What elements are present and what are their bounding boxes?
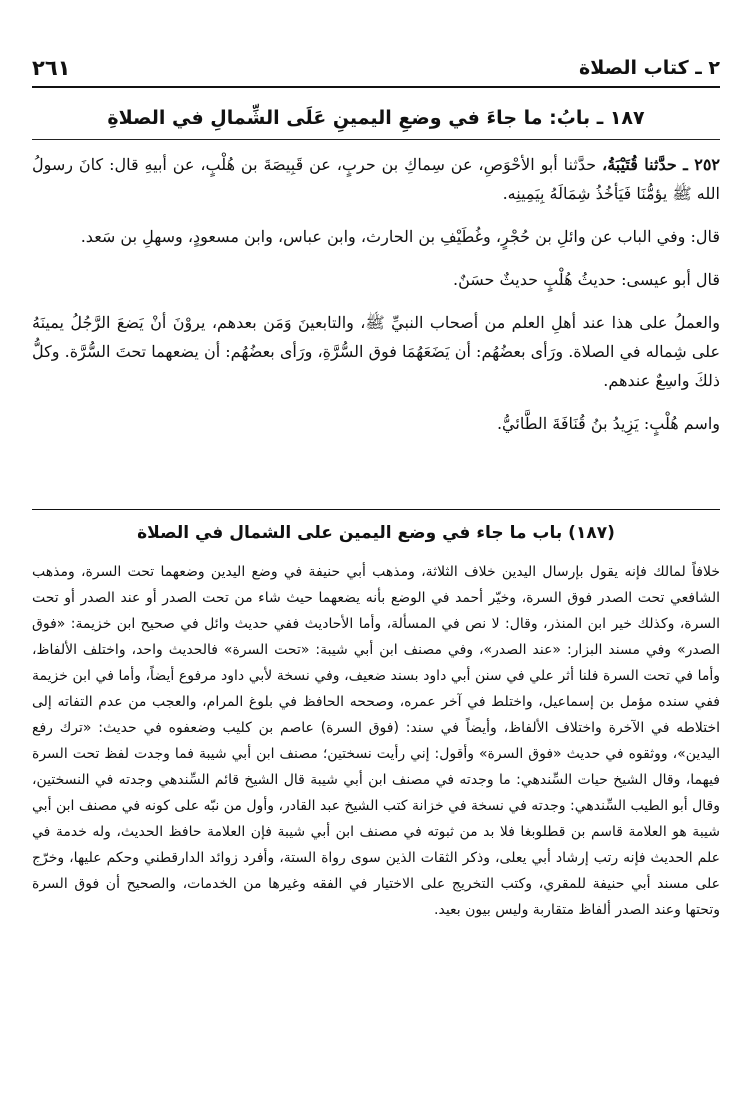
- page-number: ٢٦١: [32, 56, 71, 80]
- narrator-name-paragraph: واسم هُلْبٍ: يَزِيدُ بنُ قُنَافَةَ الطَّائيُّ.: [496, 414, 720, 433]
- grading-paragraph: قال أبو عيسى: حديثُ هُلْبٍ حديثٌ حسَنٌ.: [453, 270, 720, 289]
- practice-paragraph: والعملُ على هذا عند أهلِ العلم من أصحاب النبيِّ ﷺ، والتابعينَ وَمَن بعدهم، يروْنَ أنْ يَضعَ الرَّجُلُ يمينَهُ على شِماله في الصلاة. ورَأى بعضُهُم: أن يَضَعَهُمَا فوق السُّرَّةِ، ورَأى بعضُهُم: أن يضعهما تحتَ السُّرَّة. وكلُّ ذلكَ واسِعٌ عندهم.: [32, 313, 721, 390]
- commentary-heading: (١٨٧) باب ما جاء في وضع اليمين على الشمال في الصلاة: [137, 523, 615, 543]
- related-narrations-paragraph: قال: وفي الباب عن وائلِ بن حُجْرٍ، وغُطَيْفِ بن الحارث، وابن عباس، وابن مسعودٍ، وسهلِ بن سَعد.: [80, 227, 720, 246]
- hadith-section: [32, 150, 720, 438]
- hadith-text: حدَّثنا أبو الأحْوَصِ، عن سِماكِ بن حربٍ، عن قَبِيصَةَ بن هُلْبٍ، عن أبيهِ قال: كانَ رسولُ الله ﷺ يؤمُّنَا فَيَأخُذُ شِمَالَهُ بِيَمِينِه.: [32, 155, 720, 203]
- footnote-divider: [32, 509, 720, 510]
- hadith-paragraph: [32, 150, 720, 208]
- hadith-number: ٢٥٢ ـ حدَّثنا قُتَيْبَةُ،: [602, 155, 721, 174]
- chapter-heading: ١٨٧ ـ بابُ: ما جاءَ في وضعِ اليمينِ عَلَى الشِّمالِ في الصلاةِ: [32, 97, 720, 140]
- running-title: ٢ ـ كتاب الصلاة: [579, 57, 720, 79]
- commentary-text: خلافاً لمالك فإنه يقول بإرسال اليدين خلاف الثلاثة، ومذهب أبي حنيفة في وضع اليدين وضعهما تحت السرة، ومذهب الشافعي تحت الصدر فوق السرة، وخيّر أحمد في الوضع بأنه يضعهما حيث شاء من تحت الصدر أو عند الصدر أو تحت السرة، وكذلك خير ابن المنذر، وقال: لا نص في المسألة، وأما الأحاديث ففي حديث وائل في صحيح ابن خزيمة: «فوق الصدر» وفي مسند البزار: «عند الصدر»، وفي مصنف ابن أبي شيبة: «تحت السرة» فالحديث واحد، واختلف الألفاظ، وأما في تحت السرة فلنا أثر علي في سنن أبي داود بسند ضعيف، وفي نسخة لأبي داود مرفوع أيضاً، وأما في ابن خزيمة ففي سنده مؤمل بن إسماعيل، واختلط في آخر عمره، وصححه الحافظ في بلوغ المرام، والعجب من عدم التفاته إلى اختلاطه في الآخرة واختلاف الألفاظ، وأيضاً في سند: (فوق السرة) عاصم بن كليب وضعفوه في حديث: «ترك رفع اليدين»، ووثقوه في حديث «فوق السرة» وأقول: إني رأيت نسختين؛ مصنف ابن أبي شيبة فما وجدت لفظ تحت السرة فيهما، وقال الشيخ حيات السِّندهي: ما وجدته في مصنف ابن أبي شيبة قال الشيخ قائم السِّندهي وجدته في النسختين، وقال أبو الطيب السِّندهي: وجدته في نسخة في خزانة كتب الشيخ عبد القادر، وأول من نبّه على كونه في مصنف ابن أبي شيبة هو العلامة قاسم بن قطلوبغا فلا بد من ثبوته في مصنف ابن أبي شيبة فإن العلامة حافظ الحديث، وله خدمة في علم الحديث فإنه رتب إرشاد أبي يعلى، وذكر الثقات الذين سوى رواة الستة، وأفرد زوائد الدارقطني وحكم عليها، وخرّج على مسند أبي حنيفة للمقري، وكتب التخريج على الاختيار في الفقه وغيرها من الخدمات، والصحيح أن فوق السرة وتحتها وعند الصدر ألفاظ متقاربة وليس بيون بعيد.: [32, 564, 720, 918]
- page-header: [32, 50, 720, 88]
